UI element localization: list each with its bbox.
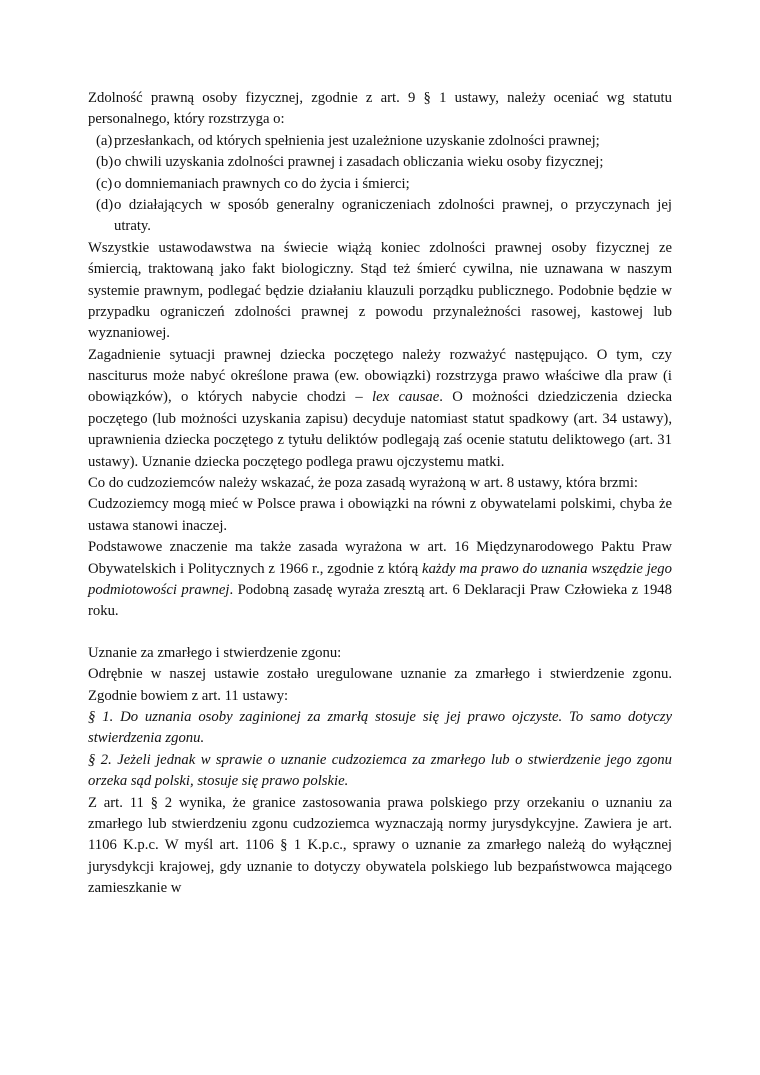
section-closing: Z art. 11 § 2 wynika, że granice zastosowania prawa polskiego przy orzekaniu o uznaniu za zmarłego lub stwierdzeniu zgonu cudzoziemca wyznaczają normy jurysdykcyjne. Zawiera je art. 1106 K.p.c. W myśl art. 1106 § 1 K.p.c., sprawy o uznanie za zmarłego należą do wyłącznej jurysdykcji krajowej, gdy uznanie to dotyczy obywatela polskiego lub bezpaństwowca mającego zamieszkanie w <box>88 794 672 897</box>
section-heading: Uznanie za zmarłego i stwierdzenie zgonu: <box>88 644 342 661</box>
text-segment: Podstawowe znaczenie ma także zasada wyrażona w art. 16 Międzynarodowego Paktu Praw Obywatelskich i Politycznych z 1966 r., zgodnie z którą <box>88 539 672 577</box>
statute-quote-2: § 2. Jeżeli jednak w sprawie o uznanie cudzoziemca za zmarłego lub o stwierdzenie jego zgonu orzeka sąd polski, stosuje się prawo polskie. <box>88 751 672 790</box>
list-item-label: o chwili uzyskania zdolności prawnej i zasadach obliczania wieku osoby fizycznej; <box>114 154 604 171</box>
list-item <box>88 131 672 152</box>
text-segment-italic: lex causae <box>372 389 440 406</box>
paragraph-foreigners-intro: Co do cudzoziemców należy wskazać, że poza zasadą wyrażoną w art. 8 ustawy, która brzmi: <box>88 475 638 492</box>
list-item-label: przesłankach, od których spełnienia jest uzależnione uzyskanie zdolności prawnej; <box>114 132 600 149</box>
text-segment: . Podobną zasadę wyraża zresztą art. 6 Deklaracji Praw Człowieka z 1948 roku. <box>88 581 672 620</box>
paragraph-intro: Zdolność prawną osoby fizycznej, zgodnie z art. 9 § 1 ustawy, należy oceniać wg statutu personalnego, który rozstrzyga o: <box>88 90 672 128</box>
list-item <box>88 174 672 195</box>
text-segment-italic: każdy ma prawo do uznania wszędzie jego podmiotowości prawnej <box>88 560 672 598</box>
paragraph-foreigners-rule: Cudzoziemcy mogą mieć w Polsce prawa i obowiązki na równi z obywatelami polskimi, chyba że ustawa stanowi inaczej. <box>88 496 672 534</box>
lettered-list <box>88 131 672 238</box>
list-item <box>88 152 672 173</box>
list-item-label: o domniemaniach prawnych co do życia i śmierci; <box>114 175 410 192</box>
paragraph-international-pact <box>88 537 672 623</box>
text-segment: Zagadnienie sytuacji prawnej dziecka poczętego należy rozważyć następująco. O tym, czy nasciturus może nabyć określone prawa (ew. obowiązki) rozstrzyga prawo właściwe dla praw (i obowiązków), o których nabycie chodzi – <box>88 346 672 406</box>
list-item-label: o działających w sposób generalny ograniczeniach zdolności prawnej, o przyczynach jej utraty. <box>114 196 672 235</box>
list-item-marker: (b) <box>96 154 114 171</box>
paragraph-spacer <box>88 623 672 643</box>
paragraph-capacity-end: Wszystkie ustawodawstwa na świecie wiążą koniec zdolności prawnej osoby fizycznej ze śmiercią, traktowaną jako fakt biologiczny. Stąd też śmierć cywilna, nie uznawana w naszym systemie prawnym, podlegać będzie działaniu klauzuli porządku publicznego. Podobnie będzie w przypadku ograniczeń zdolności prawnej z powodu przynależności rasowej, kastowej lub wyznaniowej. <box>88 239 672 342</box>
list-item <box>88 195 672 238</box>
section-intro: Odrębnie w naszej ustawie zostało uregulowane uznanie za zmarłego i stwierdzenie zgonu. Zgodnie bowiem z art. 11 ustawy: <box>88 666 672 704</box>
document-body <box>88 88 672 899</box>
list-item-marker: (a) <box>96 132 113 149</box>
list-item-marker: (d) <box>96 196 114 213</box>
text-segment: . O możności dziedziczenia dziecka poczętego (lub możności uzyskania zapisu) decyduje natomiast statut spadkowy (art. 34 ustawy), uprawnienia dziecka poczętego z tytułu deliktów podlegają zaś ocenie statutu deliktowego (art. 31 ustawy). Uznanie dziecka poczętego podlega prawu ojczystemu matki. <box>88 389 672 470</box>
statute-quote-1: § 1. Do uznania osoby zaginionej za zmarłą stosuje się jej prawo ojczyste. To samo dotyczy stwierdzenia zgonu. <box>88 708 672 747</box>
list-item-marker: (c) <box>96 175 113 192</box>
paragraph-nasciturus <box>88 345 672 473</box>
